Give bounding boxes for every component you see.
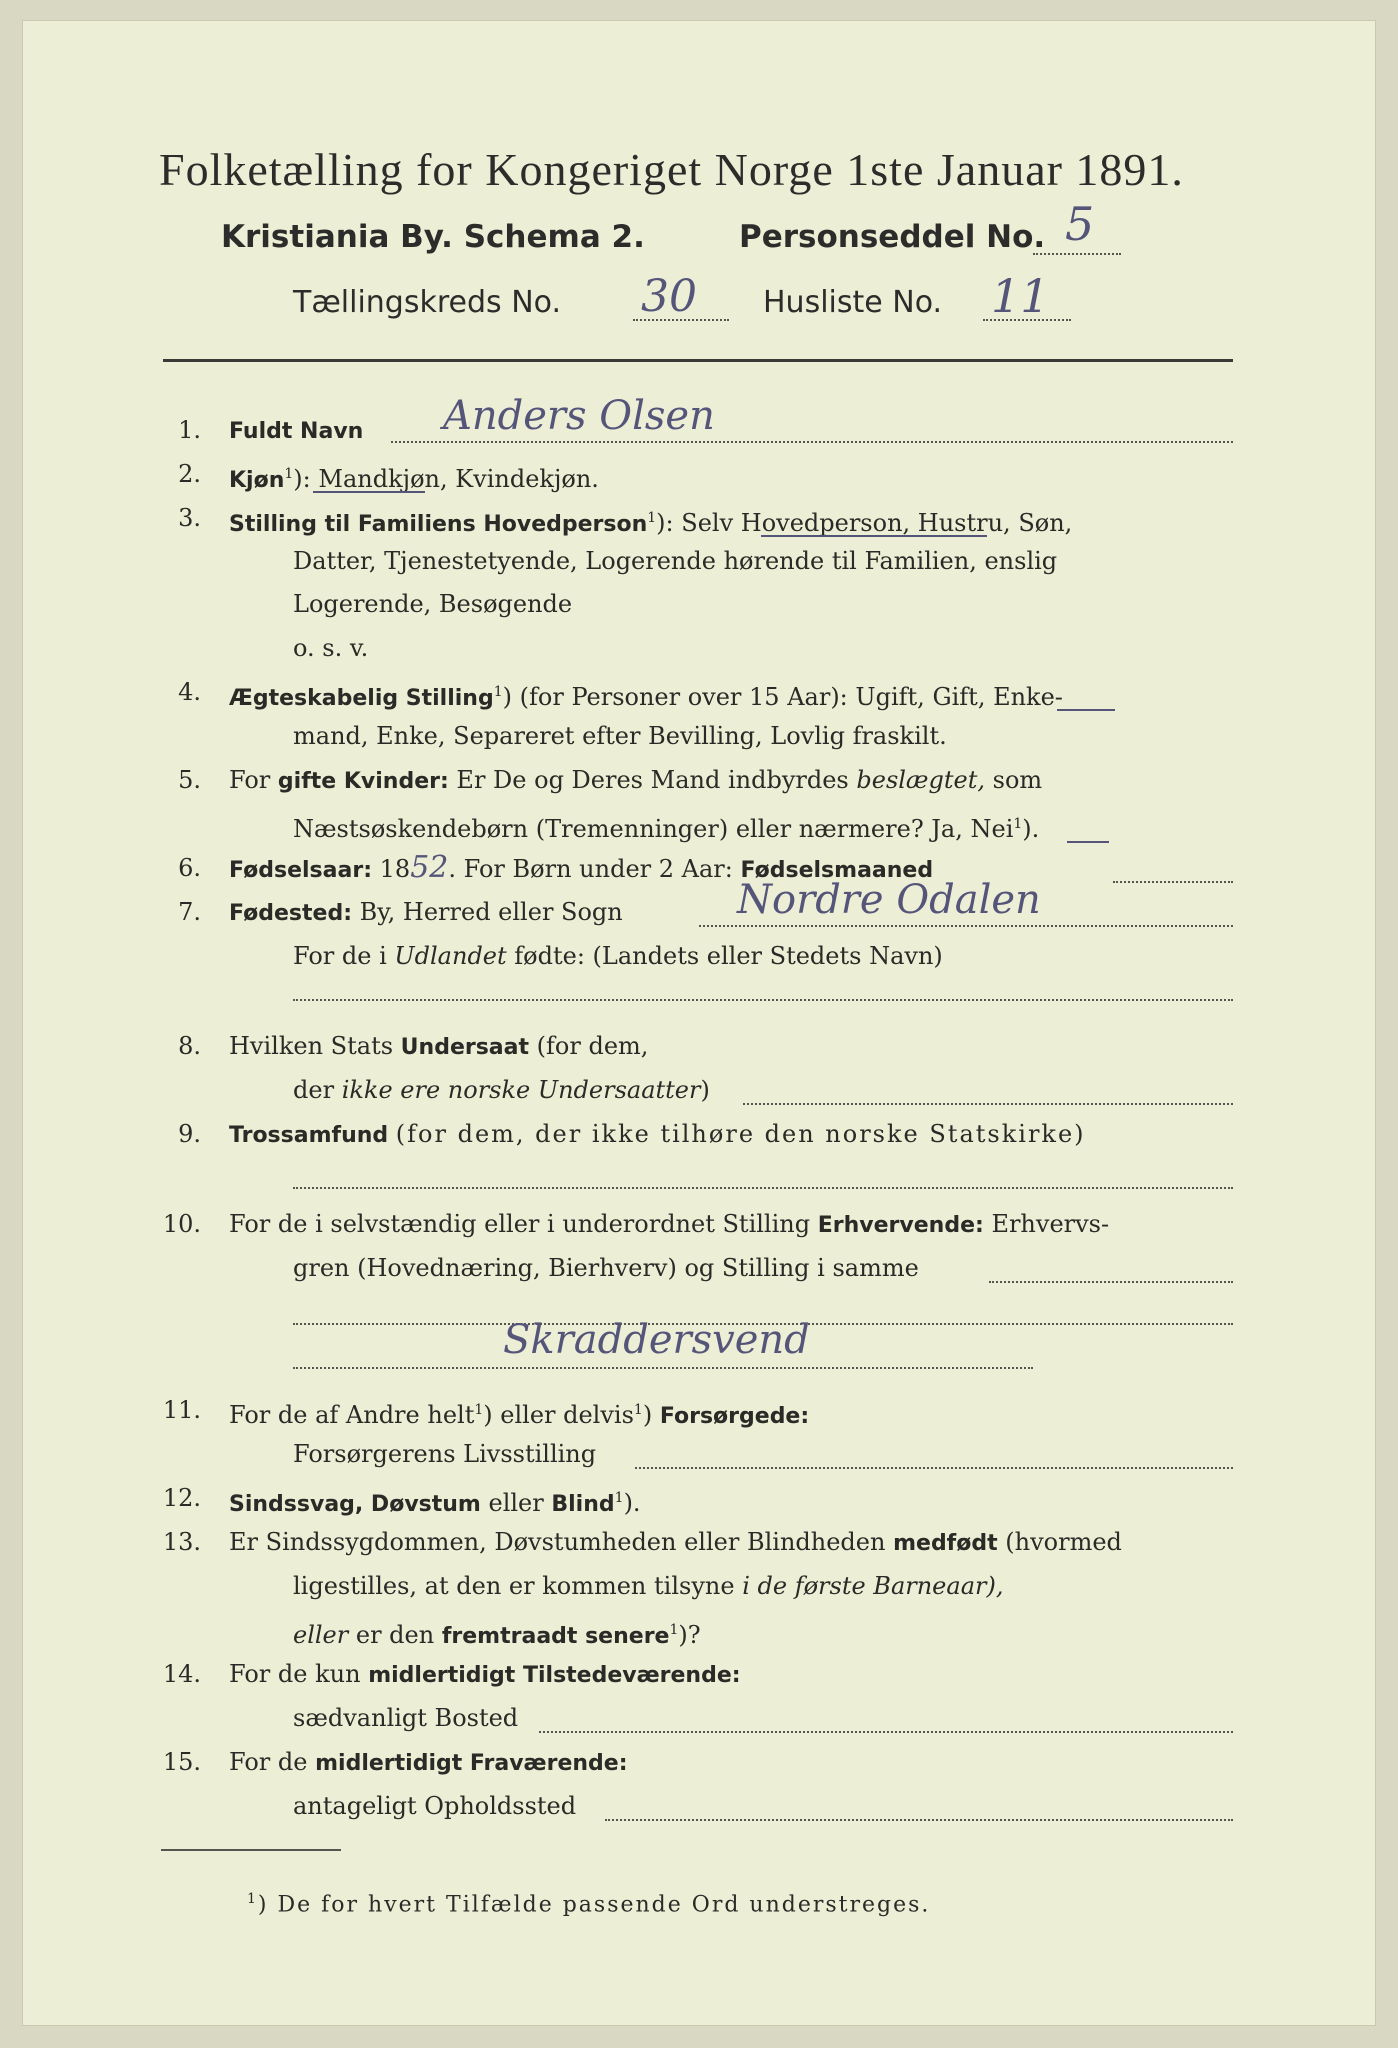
field-13-cont2: eller er den fremtraadt senere$^1$)?	[293, 1621, 701, 1649]
field-10-dots-1	[989, 1281, 1233, 1283]
field-12-label-b: Blind	[551, 1492, 615, 1517]
field-14-dots	[539, 1731, 1233, 1733]
field-10-cont1: gren (Hovednæring, Bierhverv) og Stilling i samme	[293, 1254, 919, 1282]
husliste-label: Husliste No.	[763, 285, 943, 320]
field-11-cont1: Forsørgerens Livsstilling	[293, 1440, 597, 1468]
field-12-label-a: Sindssvag, Døvstum	[229, 1492, 481, 1517]
field-1-value: Anders Olsen	[443, 393, 715, 439]
field-8-cont1: der ikke ere norske Undersaatter)	[293, 1076, 710, 1104]
field-3-cont3: o. s. v.	[293, 634, 369, 662]
personseddel-dots	[1033, 253, 1121, 255]
census-form-sheet: Folketælling for Kongeriget Norge 1ste Januar 1891. Kristiania By. Schema 2. Personseddel No. 5 Tællingskreds No. 30 Husliste No. 11 1. Fuldt Navn Anders Olsen 2. Kjøn$^1$): Mandkjøn, Kvindekjøn. 3. Stilling til Familiens Hovedperson$^1$): Selv Hovedperson, Hustru, Søn, Datter, Tjenestetyende, Logerende hørende til Familien, enslig Logerende, Besøgende o. s. v. 4. Ægteskabelig Stilling$^1$) (for Personer over 15 Aar): Ugift, Gift, Enke- mand, Enke, Separeret efter Bevilling, Lovlig fraskilt. 5. For gifte Kvinder: Er De og Deres Mand indbyrdes beslægtet, som Næstsøskendebørn (Tremenninger) eller nærmere? Ja, Nei$^1$). 6. Fødselsaar: 1852. For Børn under 2 Aar: Fødselsmaaned 7. Fødested: By, Herred eller Sogn Nordre Odalen For de i Udlandet fødte: (Landets eller Stedets Navn) 8. Hvilken Stats Undersaat (for dem, der ikke ere norske Undersaatter) 9. Trossamfund (for dem, der ikke tilhøre den norske Statskirke) 10. For de i selvstændig eller i underordnet Stilling Erhvervende: Erhvervs- gren (Hovednæring, Bierhverv) og Stilling i samme Skraddersvend 11. For de af Andre helt$^1$) eller delvis$^1$) Forsørgede: Forsørgerens Livsstilling 12. Sindssvag, Døvstum eller Blind$^1$). 13. Er Sindssygdommen, Døvstumheden eller Blindheden medfødt (hvormed ligestilles, at den er kommen tilsyne i de første Barneaar), eller er den fremtraadt senere$^1$)? 14. For de kun midlertidigt Tilstedeværende: sædvanligt Bosted 15. For de midlertidigt Fraværende: antageligt Opholdssted $^1$) De for hvert Tilfælde passende Ord understreges.	[22, 20, 1376, 2026]
field-11-label: Forsørgede:	[659, 1404, 810, 1429]
form-title: Folketælling for Kongeriget Norge 1ste Januar 1891.	[159, 144, 1184, 195]
field-15-dots	[605, 1819, 1233, 1821]
field-5-cont1: Næstsøskendebørn (Tremenninger) eller nærmere? Ja, Nei$^1$).	[293, 815, 1040, 843]
field-6-label: Fødselsaar:	[229, 858, 372, 883]
field-7-cont1: For de i Udlandet fødte: (Landets eller Stedets Navn)	[293, 942, 943, 970]
field-4-underline	[1057, 709, 1115, 711]
field-7-dots-2	[293, 999, 1233, 1001]
field-6-label2: Fødselsmaaned	[740, 858, 934, 883]
field-7-value: Nordre Odalen	[737, 877, 1041, 923]
header-rule	[163, 359, 1233, 362]
field-5-underline	[1067, 841, 1109, 843]
field-13-cont1: ligestilles, at den er kommen tilsyne i de første Barneaar),	[293, 1572, 1004, 1600]
field-7-dots	[699, 925, 1233, 927]
footnote-separator	[161, 1849, 341, 1851]
field-4-cont1: mand, Enke, Separeret efter Bevilling, Lovlig fraskilt.	[293, 722, 947, 750]
field-3-underline	[761, 535, 987, 537]
field-6-dots	[1113, 881, 1233, 883]
field-10-value: Skraddersvend	[503, 1317, 810, 1363]
field-5-label: gifte Kvinder:	[277, 769, 449, 794]
field-14-label: midlertidigt Tilstedeværende:	[368, 1663, 741, 1688]
field-1-dots	[391, 441, 1233, 443]
field-3-cont2: Logerende, Besøgende	[293, 590, 573, 618]
field-14-cont1: sædvanligt Bosted	[293, 1704, 519, 1732]
field-9-dots	[293, 1187, 1233, 1189]
field-2-underline	[313, 491, 425, 493]
field-4-label: Ægteskabelig Stilling	[229, 686, 494, 711]
field-1-label: Fuldt Navn	[229, 419, 364, 444]
field-3-options: ): Selv Hovedperson, Hustru, Søn,	[656, 509, 1073, 537]
field-10-dots-3	[293, 1367, 1033, 1369]
field-13-label: medfødt	[893, 1531, 998, 1556]
field-6-year-value: 52	[410, 850, 449, 885]
field-3-cont1: Datter, Tjenestetyende, Logerende hørende til Familien, enslig	[293, 547, 1058, 575]
personseddel-number: 5	[1065, 197, 1095, 251]
field-15-label: midlertidigt Fraværende:	[315, 1751, 628, 1776]
field-8-label: Undersaat	[400, 1035, 530, 1060]
personseddel-label: Personseddel No.	[739, 219, 1046, 255]
field-3-label: Stilling til Familiens Hovedperson	[229, 512, 648, 537]
field-15-cont1: antageligt Opholdssted	[293, 1792, 577, 1820]
field-7-label: Fødested:	[229, 901, 352, 926]
field-8-dots	[743, 1103, 1233, 1105]
kreds-number: 30	[641, 271, 697, 322]
footnote: $^1$) De for hvert Tilfælde passende Ord understreges.	[247, 1891, 931, 1918]
field-2-label: Kjøn	[229, 468, 285, 493]
city-schema-label: Kristiania By. Schema 2.	[221, 219, 645, 255]
husliste-number: 11	[991, 269, 1050, 323]
field-11-dots	[635, 1467, 1233, 1469]
field-9-label: Trossamfund	[229, 1123, 389, 1148]
field-4-options: ) (for Personer over 15 Aar): Ugift, Gift, Enke-	[502, 683, 1063, 711]
field-10-label: Erhvervende:	[817, 1213, 984, 1238]
kreds-label: Tællingskreds No.	[293, 285, 561, 320]
field-2-options: ): Mandkjøn, Kvindekjøn.	[293, 465, 599, 493]
